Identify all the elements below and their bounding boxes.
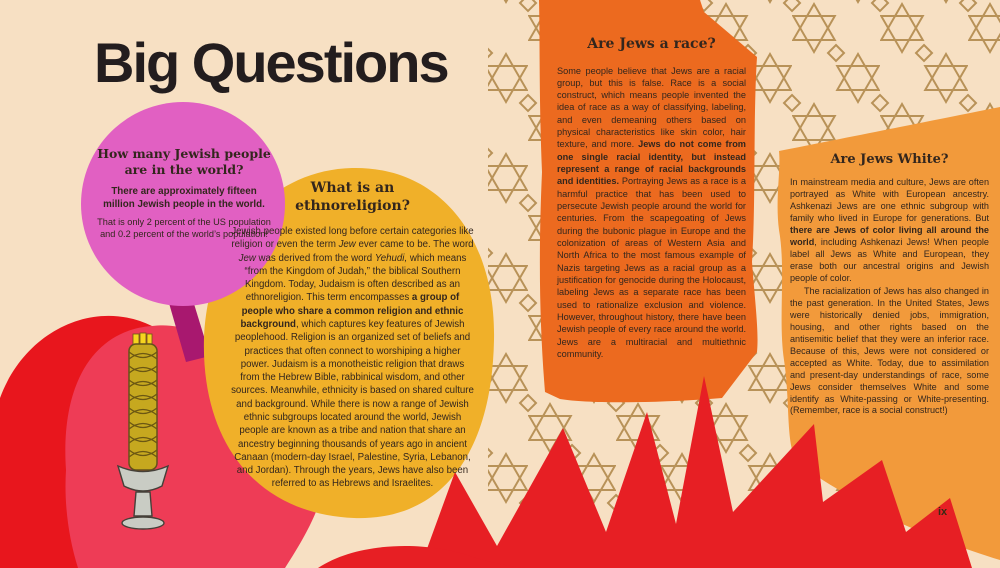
how-many-heading: How many Jewish people are in the world? — [97, 146, 271, 177]
bubble-ethnoreligion — [231, 180, 474, 491]
bubble-are-jews-white — [790, 152, 989, 417]
braided-havdalah-candle — [129, 333, 157, 470]
white-body-text-2: The racialization of Jews has also changed in the past generation. In the United States, Jews were historically denied jobs, immigration, housing, and other rights based on the antisemitic belief that they were an inferior race. Because of this, Jews were not considered or accepted as White. Today, due to assimilation and present-day understandings of race, some Jews consider themselves White and some identify as White-passing or White-presenting. (Remember, race is a social construct!) — [790, 286, 989, 416]
how-many-body-text: That is only 2 percent of the US population and 0.2 percent of the world’s population! — [97, 217, 271, 240]
page-title: Big Questions — [94, 31, 448, 94]
bubble-are-jews-a-race — [557, 36, 746, 360]
white-heading: Are Jews White? — [830, 152, 949, 167]
white-body-text-1: In mainstream media and culture, Jews are often portrayed as White with European ancestry. Ashkenazi Jews are one ethnic subgroup with family who lived in Europe for generations. But there are Jews of color living all around the world, including Ashkenazi Jews! When people label all Jews as White and European, they erase both our ancestral origins and Jewish people of color. — [790, 177, 989, 283]
how-many-bold-text: There are approximately fifteen million Jewish people in the world. — [103, 186, 265, 211]
ethnoreligion-body-text: Jewish people existed long before certain categories like religion or even the term Jew ever came to be. The word Jew was derived from the word Yehudi, which means “from the Kingdom of Judah,” the biblical Southern Kingdom. Today, Judaism is often described as an ethnoreligion. This term encompasses a group of people who share a common religion and ethnic background, which captures key features of Jewish peoplehood. Religion is an organized set of beliefs and practices that often connect to worshiping a higher power. Judaism is a monotheistic religion that draws from the Hebrew Bible, rabbinical wisdom, and other sources. Meanwhile, ethnicity is based on shared culture and background. While there is now a range of Jewish ethnic subgroups located around the world, Jewish people are known as a tribe and nation that share an ancestry beginning thousands of years ago in ancient Canaan (modern-day Israel, Palestine, Syria, Lebanon, and Jordan). Through the years, Jews have also been referred to as Hebrews and Israelites. — [231, 226, 474, 490]
ethnoreligion-heading: What is an ethnoreligion? — [295, 180, 410, 214]
page-number: ix — [938, 506, 948, 518]
race-body-text: Some people believe that Jews are a racial group, but this is false. Race is a social construct, which means people invented the idea of race as a way of classifying, labeling, and even demeaning others based on physical characteristics like skin color, hair texture, and more. Jews do not come from one single racial identity, but instead represent a range of racial backgrounds and identities. Portraying Jews as a race is a harmful practice that has been used to persecute Jewish people around the world for centuries. From the scapegoating of Jews during the bubonic plague in Europe and the colonization of areas of Western Asia and North Africa to the most famous example of Nazis targeting Jews as a racial group as a justification for genocide during the Holocaust, labeling Jews as a separate race has been used to rationalize exclusion and violence. However, throughout history, there have been Jewish people of every race around the world. Jews are a multiracial and multiethnic community. — [557, 65, 746, 360]
race-heading: Are Jews a race? — [587, 36, 716, 52]
